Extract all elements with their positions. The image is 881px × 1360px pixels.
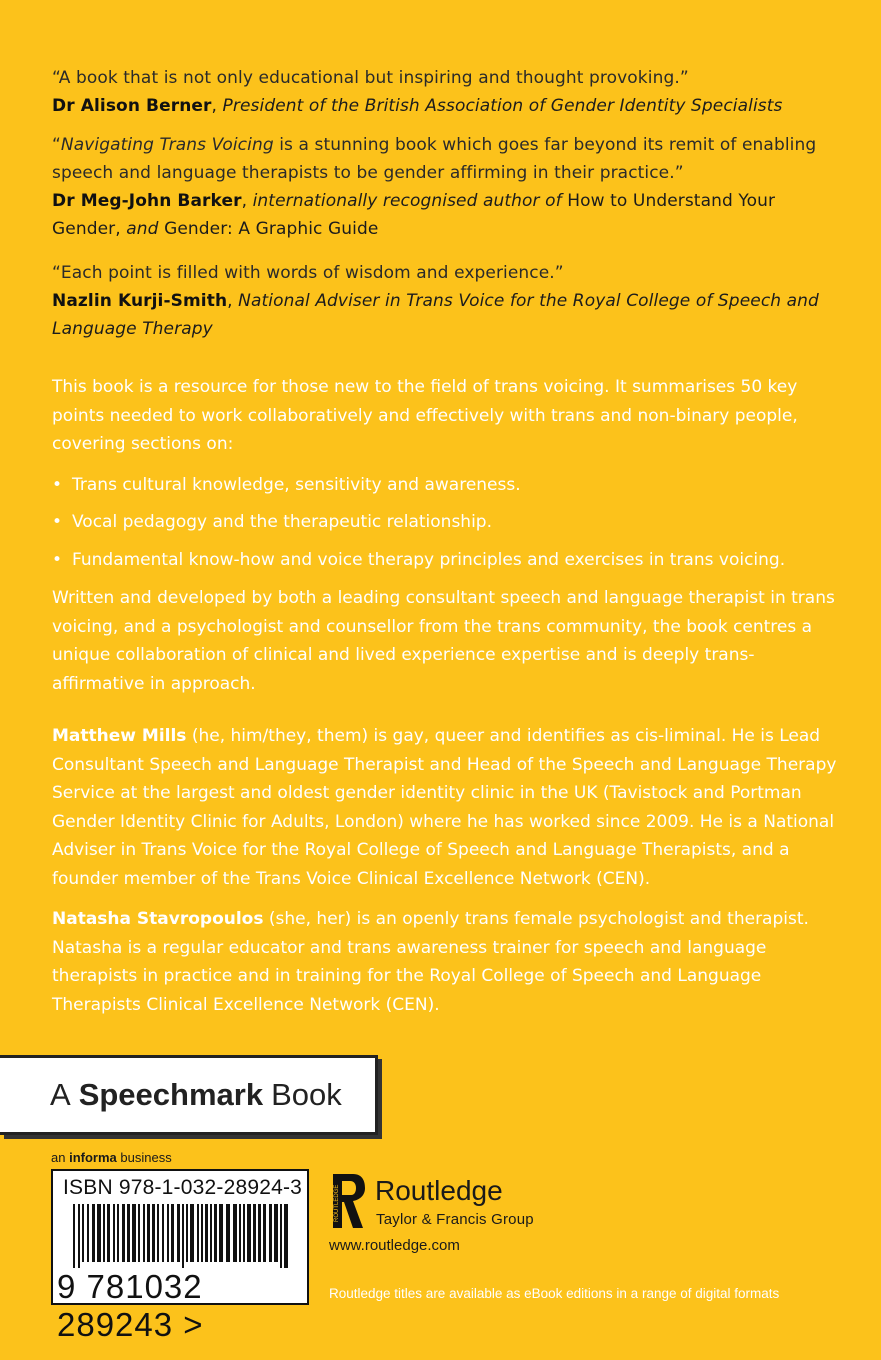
barcode-bar bbox=[87, 1204, 89, 1262]
barcode-bar bbox=[117, 1204, 119, 1262]
isbn-barcode bbox=[51, 1169, 309, 1343]
description-closing: Written and developed by both a leading consultant speech and language therapist in trans voicing, and a psychologist and counsellor from the trans community, the book centres a unique collaboration of clinical and lived experience expertise and is deeply trans-affirmative in approach. bbox=[52, 588, 835, 694]
barcode-bar bbox=[205, 1204, 208, 1262]
author-name: Matthew Mills bbox=[52, 726, 187, 746]
barcode-bar bbox=[97, 1204, 101, 1262]
barcode-bar bbox=[233, 1204, 237, 1262]
description-intro: This book is a resource for those new to the field of trans voicing. It summarises 50 key points needed to work collaboratively and effectively with trans and non-binary people, covering sections on: bbox=[52, 377, 798, 454]
barcode-bar bbox=[177, 1204, 180, 1262]
barcode-bar bbox=[239, 1204, 241, 1262]
publisher-group: Taylor & Francis Group bbox=[376, 1211, 534, 1228]
informa-tagline: an informa business bbox=[51, 1150, 172, 1165]
ebook-note: Routledge titles are available as eBook editions in a range of digital formats bbox=[329, 1286, 780, 1301]
barcode-bar bbox=[167, 1204, 169, 1262]
quote-role: National Adviser in Trans Voice for the Royal College of Speech and Language Therapy bbox=[52, 291, 819, 339]
barcode-bar bbox=[274, 1204, 278, 1262]
barcode-digits: 9 781032 289243 > bbox=[57, 1268, 204, 1343]
imprint-brand: Speechmark bbox=[78, 1077, 264, 1112]
barcode-bar bbox=[182, 1204, 184, 1268]
quote-author: Dr Meg-John Barker bbox=[52, 191, 242, 211]
barcode-bar bbox=[147, 1204, 150, 1262]
quote-text: is a stunning book which goes far beyond its remit of enabling speech and language therapists to be gender affirming in their practice.” bbox=[52, 135, 817, 183]
book-description bbox=[52, 373, 842, 698]
barcode-bar bbox=[122, 1204, 125, 1262]
book-title-2: Gender: A Graphic Guide bbox=[164, 219, 379, 239]
barcode-bar bbox=[258, 1204, 261, 1262]
barcode-bar bbox=[92, 1204, 95, 1262]
barcode-bar bbox=[138, 1204, 140, 1262]
quote-author: Dr Alison Berner bbox=[52, 96, 212, 116]
barcode-bar bbox=[107, 1204, 110, 1262]
barcode-bar bbox=[162, 1204, 164, 1262]
barcode-bar bbox=[82, 1204, 84, 1262]
barcode-bar bbox=[132, 1204, 136, 1262]
barcode-bar bbox=[157, 1204, 159, 1262]
book-title-1: How to Understand Your Gender, bbox=[52, 191, 776, 239]
author-name: Natasha Stavropoulos bbox=[52, 909, 264, 929]
barcode-bar bbox=[219, 1204, 223, 1262]
barcode-bar bbox=[186, 1204, 188, 1262]
barcode-bar bbox=[210, 1204, 212, 1262]
barcode-bar bbox=[201, 1204, 203, 1262]
barcode-bars bbox=[73, 1204, 291, 1268]
barcode-bar bbox=[280, 1204, 282, 1268]
quote-role: internationally recognised author of bbox=[252, 191, 562, 211]
quote-text: “A book that is not only educational but inspiring and thought provoking.” bbox=[52, 68, 689, 88]
barcode-bar bbox=[73, 1204, 75, 1268]
routledge-logo-icon bbox=[329, 1172, 367, 1230]
barcode-bar bbox=[253, 1204, 256, 1262]
barcode-bar bbox=[171, 1204, 174, 1262]
author-bios bbox=[52, 722, 842, 1019]
list-item: • Vocal pedagogy and the therapeutic relationship. bbox=[52, 508, 842, 537]
barcode-bar bbox=[103, 1204, 105, 1262]
barcode-bar bbox=[152, 1204, 155, 1262]
list-item: • Fundamental know-how and voice therapy principles and exercises in trans voicing. bbox=[52, 546, 842, 575]
endorsement-1: “A book that is not only educational but inspiring and thought provoking.” Dr Alison Berner, President of the British Association of Gender Identity Specialists bbox=[52, 64, 842, 120]
barcode-bar bbox=[190, 1204, 194, 1262]
barcode-bar bbox=[263, 1204, 266, 1262]
barcode-bar bbox=[226, 1204, 230, 1262]
book-title: Navigating Trans Voicing bbox=[60, 135, 274, 155]
quote-author: Nazlin Kurji-Smith bbox=[52, 291, 228, 311]
barcode-bar bbox=[243, 1204, 245, 1262]
author-bio-2: Natasha Stavropoulos (she, her) is an openly trans female psychologist and therapist. Natasha is a regular educator and trans awareness trainer for speech and language therapists in practice and in training for the Royal College of Speech and Language Therapists Clinical Excellence Network (CEN). bbox=[52, 909, 809, 1015]
svg-text:ROUTLEDGE: ROUTLEDGE bbox=[334, 1184, 340, 1222]
barcode-bar bbox=[214, 1204, 217, 1262]
endorsement-3: “Each point is filled with words of wisdom and experience.” Nazlin Kurji-Smith, National Adviser in Trans Voice for the Royal College of Speech and Language Therapy bbox=[52, 259, 842, 343]
sections-list bbox=[52, 471, 842, 575]
barcode-bar bbox=[197, 1204, 199, 1262]
barcode-bar bbox=[269, 1204, 272, 1262]
barcode-bar bbox=[113, 1204, 115, 1262]
barcode-bar bbox=[143, 1204, 145, 1262]
author-bio-1: Matthew Mills (he, him/they, them) is gay, queer and identifies as cis-liminal. He is Lead Consultant Speech and Language Therapist and Head of the Speech and Language Therapy Service at the largest and oldest gender identity clinic in the UK (Tavistock and Portman Gender Identity Clinic for Adults, London) where he has worked since 2009. He is a National Adviser in Trans Voice for the Royal College of Speech and Language Therapists, and a founder member of the Trans Voice Clinical Excellence Network (CEN). bbox=[52, 726, 837, 889]
barcode-bar bbox=[247, 1204, 251, 1262]
barcode-bar bbox=[284, 1204, 288, 1268]
imprint-box: A Speechmark Book bbox=[0, 1055, 378, 1135]
quote-role: President of the British Association of Gender Identity Specialists bbox=[222, 96, 783, 116]
endorsement-2: “Navigating Trans Voicing is a stunning book which goes far beyond its remit of enabling speech and language therapists to be gender affirming in their practice.” Dr Meg-John Barker, internationally recognised author of How to Understand Your Gender, and Gender: A Graphic Guide bbox=[52, 135, 817, 239]
publisher-url[interactable]: www.routledge.com bbox=[329, 1237, 460, 1254]
barcode-bar bbox=[127, 1204, 130, 1262]
barcode-bar bbox=[78, 1204, 80, 1268]
isbn-label: ISBN 978-1-032-28924-3 bbox=[63, 1176, 303, 1199]
quote-text: “Each point is filled with words of wisdom and experience.” bbox=[52, 263, 564, 283]
publisher-name: Routledge bbox=[375, 1175, 503, 1206]
list-item: • Trans cultural knowledge, sensitivity and awareness. bbox=[52, 471, 842, 500]
